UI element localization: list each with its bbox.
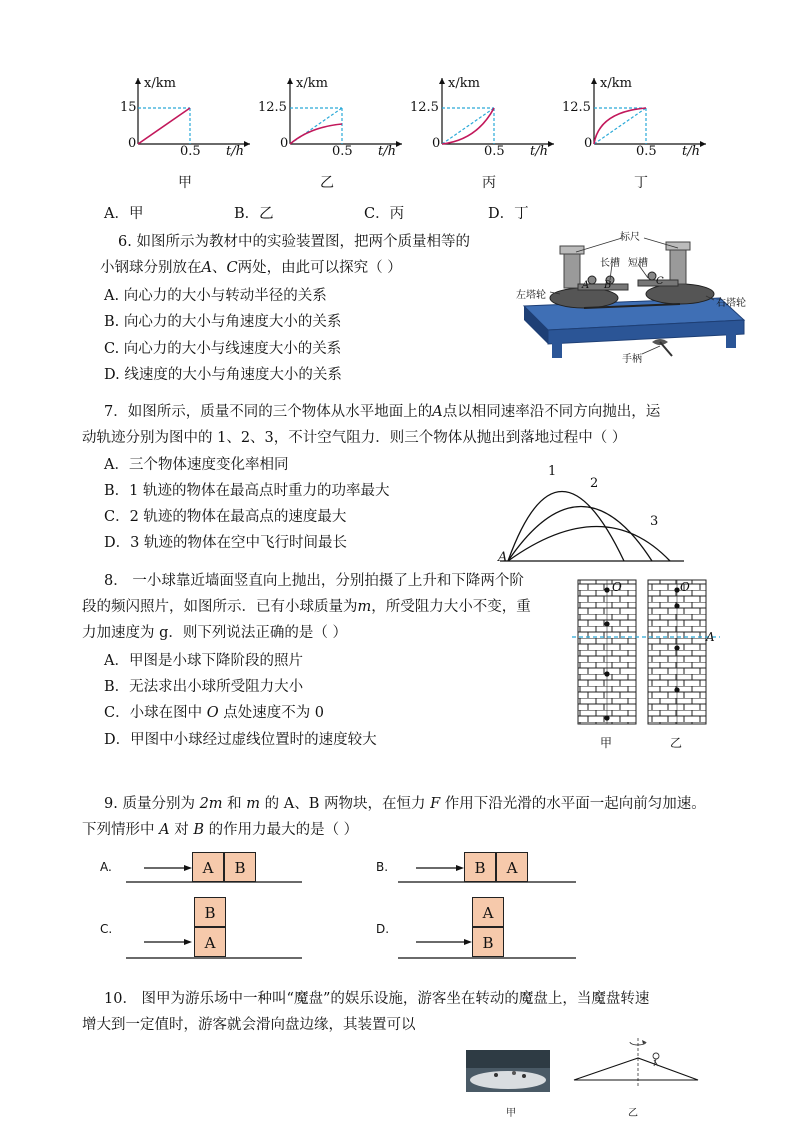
q9-line2-post: 的作用力最大的是（ ） [203,822,359,838]
q10-diagram-svg [572,1030,702,1090]
q8-ball-yi-4 [674,687,679,692]
graph-ding-tlabel: t/h [682,144,700,159]
graph-yi-curve [290,124,342,144]
q7-option-b[interactable]: B．1 轨迹的物体在最高点时重力的功率最大 [104,483,390,499]
q7-line1-post: 点以相同速率沿不同方向抛出，运 [442,404,661,420]
q8-ball-jia-4 [604,715,609,720]
q9-line2-b: B [193,822,204,838]
q10-label-jia: 甲 [506,1108,516,1119]
q6-label-duancao: 短槽 [628,258,648,269]
q9-line2-mid: 对 [169,822,194,838]
graph-bing-name: 丙 [482,175,496,191]
graph-yi-tlabel: t/h [378,144,396,159]
q7-trajectory-1 [508,492,624,562]
q8-line3: 力加速度为 g．则下列说法正确的是（ ） [82,625,347,641]
graph-jia-curve [138,108,190,144]
q5-option-a[interactable]: A．甲 [104,206,144,222]
graph-bing-yval: 12.5 [410,100,439,115]
q8-option-c-pre: C．小球在图中 [104,705,207,721]
q7-label-a: A [498,550,508,565]
q9-line2 [82,817,358,843]
q8-option-d[interactable]: D．甲图中小球经过虚线位置时的速度较大 [104,732,377,748]
q9-option-d[interactable] [376,894,586,962]
graph-bing-tval: 0.5 [484,144,505,159]
graph-bing-xlabel: x/km [448,76,480,91]
q8-option-c-o: O [206,705,219,721]
q9-option-c-label: C. [100,922,113,936]
q6-label-shoubing: 手柄 [622,354,642,365]
q7-line1-a: A [432,404,443,420]
graph-ding-xlabel: x/km [600,76,632,91]
q9-option-c-block-b: B [194,897,226,927]
q8-wall-svg [572,578,722,728]
q5-option-b[interactable]: B．乙 [234,206,274,222]
q5-option-d[interactable]: D．丁 [488,206,529,222]
q6-line2-a: A [201,260,212,276]
q6-label-b: B [604,280,612,291]
q7-line1-pre: 7．如图所示，质量不同的三个物体从水平地面上的 [104,404,433,420]
q7-line1 [104,399,660,425]
graph-yi-tval: 0.5 [332,144,353,159]
q8-ball-jia-3 [604,671,609,676]
graph-jia-tval: 0.5 [180,144,201,159]
q6-label-zuotalun: 左塔轮 [516,290,546,301]
q8-ball-jia-1 [604,587,609,592]
q8-option-c-post: 点处速度不为 0 [218,705,325,721]
q9-option-c[interactable] [100,894,310,962]
graph-yi-origin: 0 [280,136,289,151]
q10-line1: 10． 图甲为游乐场中一种叫“魔盘”的娱乐设施，游客坐在转动的魔盘上，当魔盘转速 [104,991,650,1007]
q8-label-o-yi: O [680,580,690,594]
q6-option-a[interactable]: A. 向心力的大小与转动半径的关系 [104,288,327,304]
q9-option-d-block-b: B [472,927,504,957]
q9-line1-f: F [430,796,441,812]
q9-option-a-block-a: A [192,852,224,882]
q6-line2-mid: 、 [211,260,227,276]
q9-line1-mid: 和 [222,796,247,812]
q8-option-c[interactable] [104,700,324,726]
graph-jia-name: 甲 [178,175,192,191]
q8-label-a: A [706,630,715,644]
graph-yi-yval: 12.5 [258,100,287,115]
q6-line2-post: 两处，由此可以探究（ ） [237,260,402,276]
q6-line1: 6. 如图所示为教材中的实验装置图，把两个质量相等的 [118,234,470,250]
q8-option-b[interactable]: B．无法求出小球所受阻力大小 [104,679,304,695]
q7-label-1: 1 [548,464,557,479]
q6-line2 [100,255,402,281]
q8-line2-pre: 段的频闪照片，如图所示．已有小球质量为 [82,599,358,615]
q8-label-yi: 乙 [670,736,683,750]
q9-option-c-block-a: A [194,927,226,957]
q6-option-b[interactable]: B. 向心力的大小与角速度大小的关系 [104,314,342,330]
q9-line2-pre: 下列情形中 [82,822,160,838]
graph-ding [562,72,714,202]
q8-photo-figure [572,578,722,758]
graph-jia-xlabel: x/km [144,76,176,91]
q6-label-a: A [582,280,590,291]
q7-trajectory-figure [494,462,690,572]
q8-line2-m: m [357,599,372,615]
graph-yi-name: 乙 [320,175,334,191]
q9-option-b-label: B. [376,860,389,874]
graph-yi-xlabel: x/km [296,76,328,91]
graph-bing-tlabel: t/h [530,144,548,159]
q8-ball-jia-2 [604,621,609,626]
q10-label-yi: 乙 [628,1108,638,1119]
q6-option-d[interactable]: D. 线速度的大小与角速度大小的关系 [104,367,342,383]
q6-label-changcao: 长槽 [600,258,620,269]
graph-yi [258,72,410,202]
q9-line2-a: A [159,822,170,838]
q8-ball-yi-2 [674,603,679,608]
q9-option-b[interactable] [376,848,586,888]
q9-option-a-label: A. [100,860,112,874]
graph-ding-origin: 0 [584,136,593,151]
q8-line2 [82,594,531,620]
q6-line2-c: C [226,260,238,276]
q10-photo-svg [466,1050,550,1092]
q10-line2: 增大到一定值时，游客就会滑向盘边缘，其装置可以 [82,1017,416,1033]
q7-label-2: 2 [590,476,599,491]
q8-label-jia: 甲 [600,736,613,750]
graph-jia [120,72,258,202]
q6-label-c: C [656,276,664,287]
q8-line2-post: ，所受阻力大小不变，重 [371,599,531,615]
graph-bing [410,72,562,202]
q6-label-biaochi: 标尺 [620,232,640,243]
q6-option-c[interactable]: C. 向心力的大小与线速度大小的关系 [104,341,342,357]
q9-option-d-label: D. [376,922,390,936]
q7-line2: 动轨迹分别为图中的 1、2、3，不计空气阻力．则三个物体从抛出到落地过程中（ ） [82,430,627,446]
graph-ding-name: 丁 [634,175,648,191]
graph-ding-tval: 0.5 [636,144,657,159]
q7-option-c[interactable]: C．2 轨迹的物体在最高点的速度最大 [104,509,347,525]
graph-jia-origin: 0 [128,136,137,151]
q8-label-o-jia: O [612,580,622,594]
graph-bing-origin: 0 [432,136,441,151]
q9-option-d-block-a: A [472,897,504,927]
q8-option-a[interactable]: A．甲图是小球下降阶段的照片 [104,653,303,669]
graph-jia-tlabel: t/h [226,144,244,159]
q9-option-a[interactable] [100,848,310,888]
q9-line1 [104,791,706,817]
q9-line1-mid2: 的 A、B 两物块，在恒力 [260,796,431,812]
q9-option-b-block-b: B [464,852,496,882]
q5-option-c[interactable]: C．丙 [364,206,405,222]
q9-line1-post: 作用下沿光滑的水平面一起向前匀加速。 [440,796,706,812]
q7-option-a[interactable]: A．三个物体速度变化率相同 [104,457,289,473]
q7-label-3: 3 [650,514,659,529]
q8-ball-yi-1 [674,587,679,592]
q8-line1: 8． 一小球靠近墙面竖直向上抛出，分别拍摄了上升和下降两个阶 [104,573,524,589]
q10-photo-jia [466,1050,550,1092]
q8-ball-yi-3 [674,645,679,650]
q6-line2-pre: 小钢球分别放在 [100,260,202,276]
q9-option-a-block-b: B [224,852,256,882]
q9-line1-m: m [246,796,261,812]
q6-label-youtalun: 右塔轮 [716,298,746,309]
q9-option-b-block-a: A [496,852,528,882]
q9-line1-pre: 9. 质量分别为 [104,796,200,812]
graph-ding-yval: 12.5 [562,100,591,115]
q6-apparatus-figure [512,230,762,370]
graph-jia-yval: 15 [120,100,137,115]
q9-line1-2m: 2m [199,796,223,812]
q7-option-d[interactable]: D．3 轨迹的物体在空中飞行时间最长 [104,535,347,551]
